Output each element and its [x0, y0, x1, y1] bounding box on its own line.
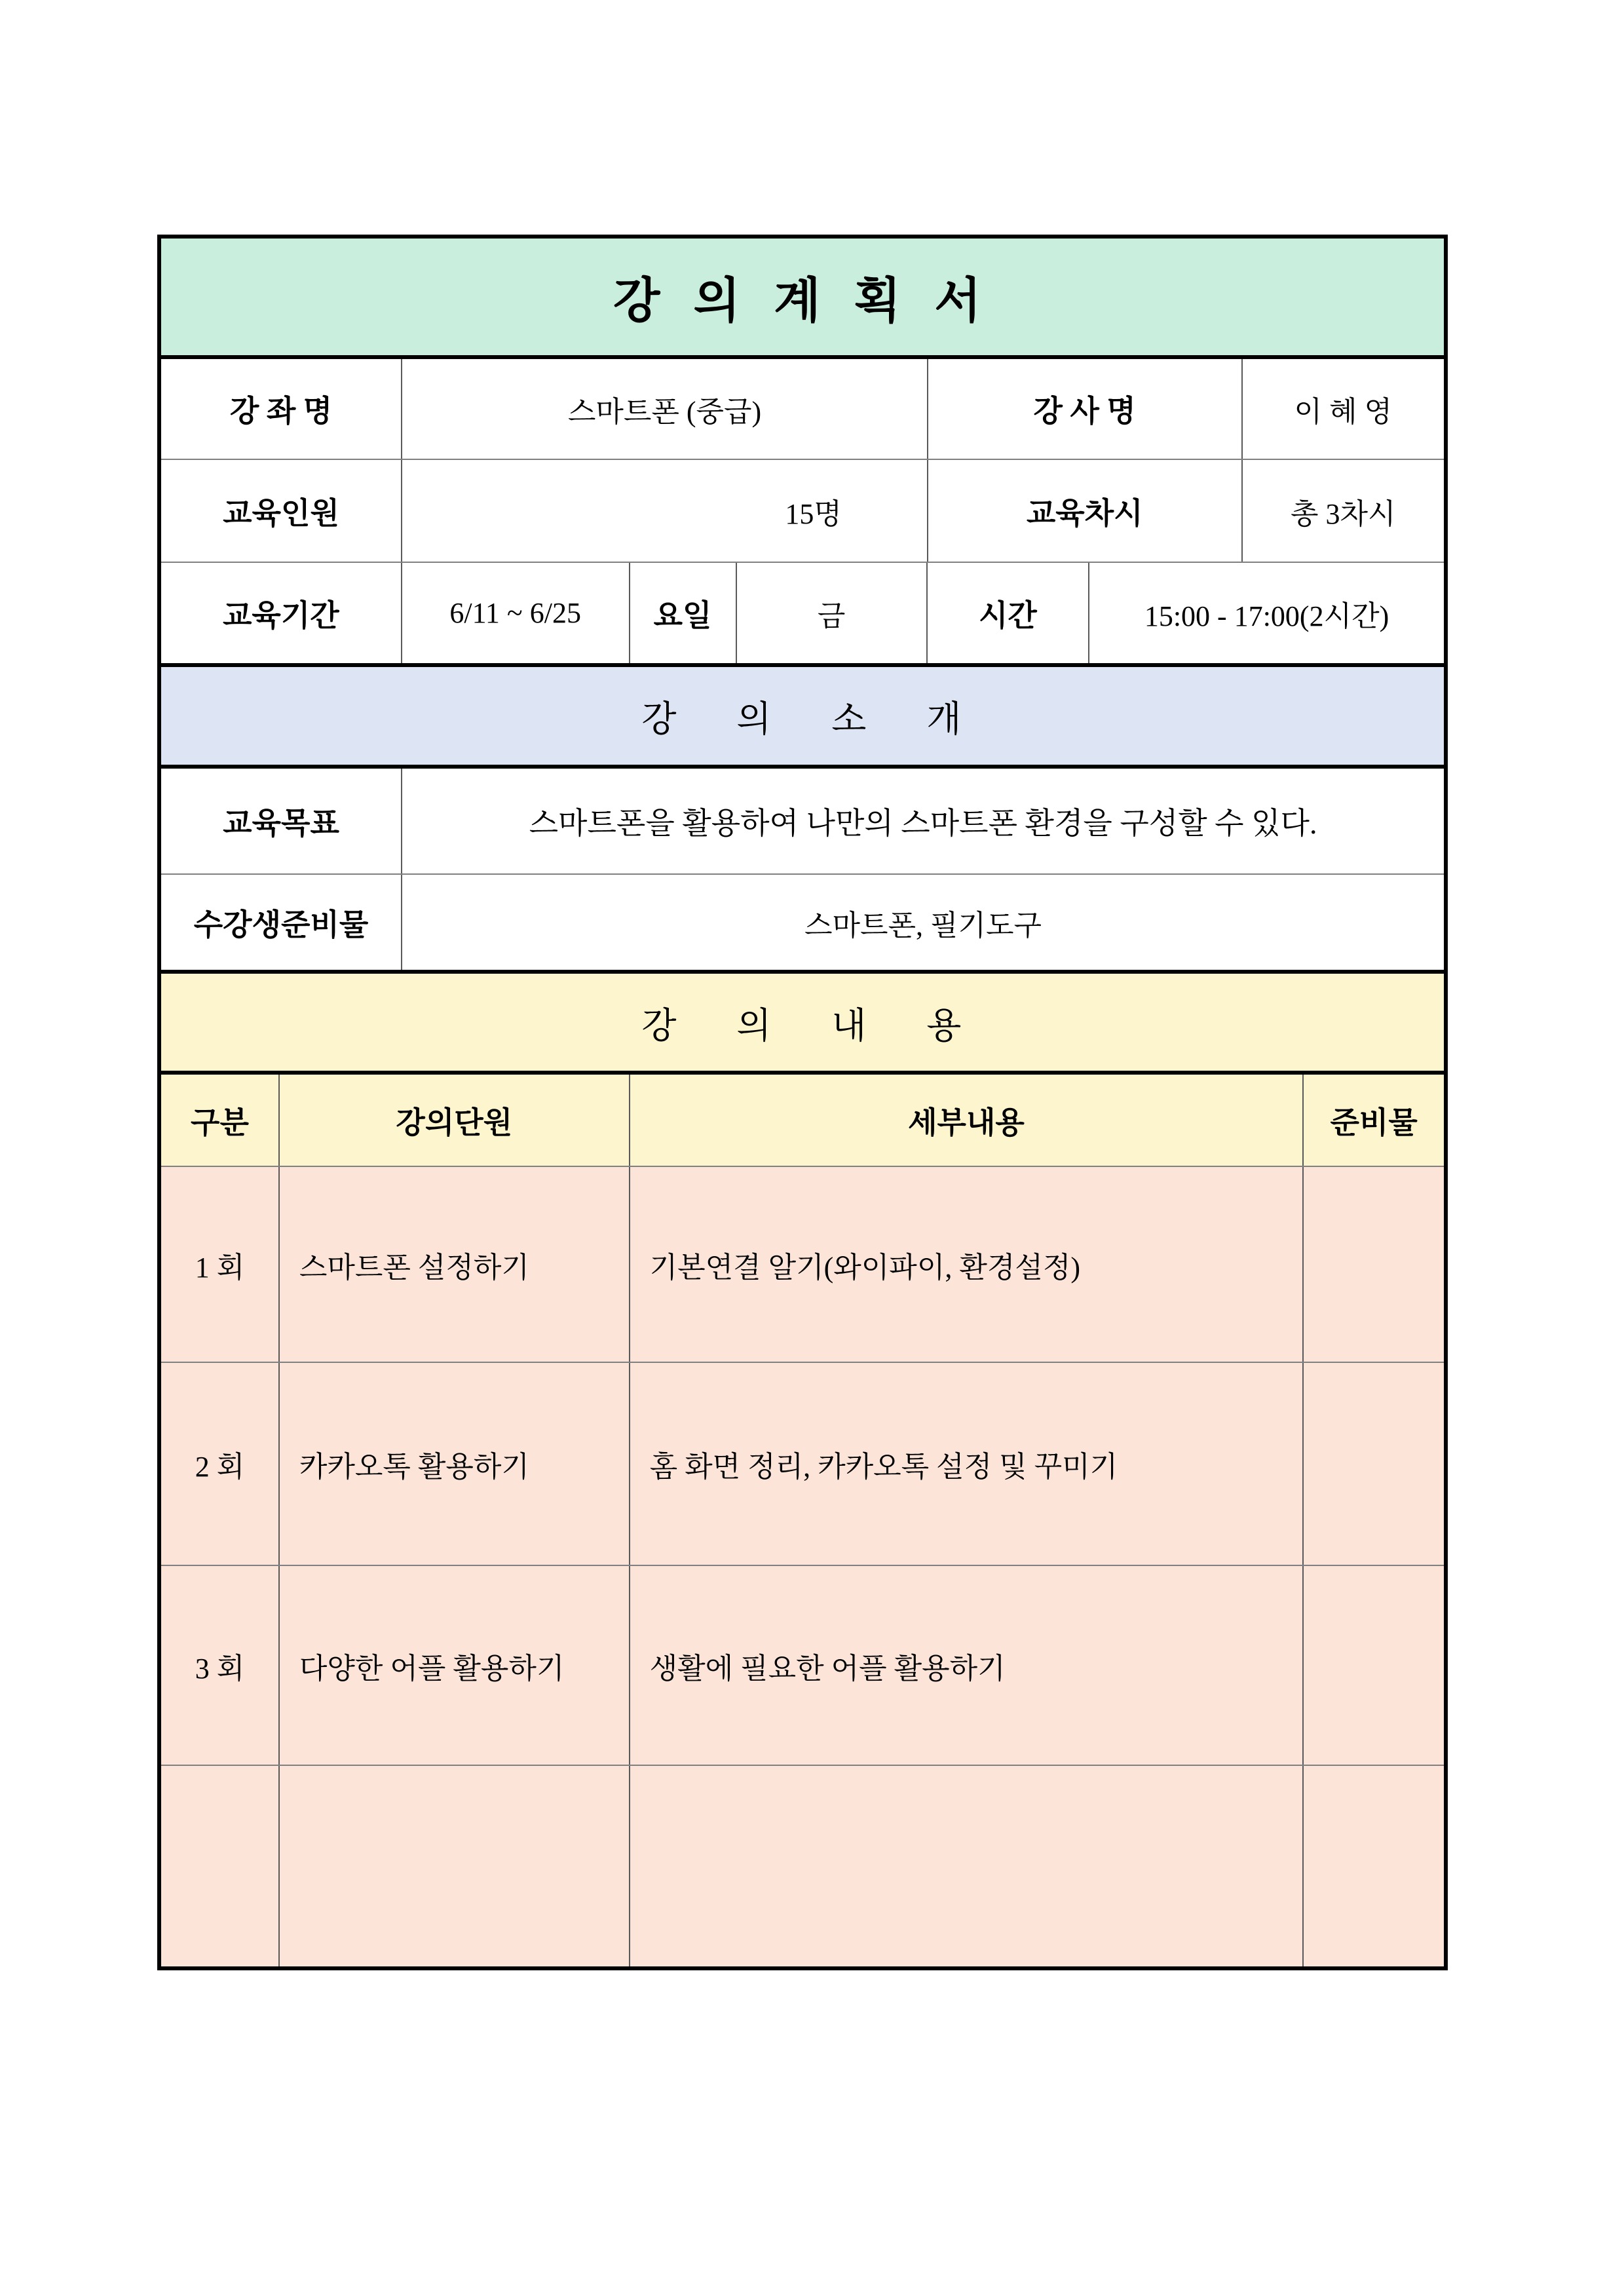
session-detail: [630, 1766, 1304, 1966]
materials-row: [161, 875, 1444, 974]
session-materials: [1304, 1566, 1444, 1765]
goal-value: 스마트폰을 활용하여 나만의 스마트폰 환경을 구성할 수 있다.: [529, 807, 1317, 840]
materials-value: 스마트폰, 필기도구: [804, 909, 1042, 942]
session-unit: 스마트폰 설정하기: [280, 1167, 630, 1362]
session-unit: 다양한 어플 활용하기: [280, 1566, 630, 1765]
lecture-plan-table: [157, 235, 1448, 1970]
sessions-label: 교육차시: [928, 460, 1243, 562]
time-value: 15:00 - 17:00(2시간): [1144, 600, 1389, 632]
session-materials: [1304, 1766, 1444, 1966]
intro-section-title: 강 의 소 개: [641, 699, 964, 739]
page-title: 강 의 계 획 서: [613, 275, 992, 328]
materials-label: 수강생준비물: [161, 875, 402, 970]
session-no: 3 회: [161, 1566, 280, 1765]
title-row: [161, 239, 1444, 359]
table-row: [161, 1363, 1444, 1566]
students-label: 교육인원: [161, 460, 402, 562]
instructor-label: 강 사 명: [928, 359, 1243, 459]
content-header-row: [161, 1075, 1444, 1167]
sessions-value: 총 3차시: [1291, 497, 1396, 530]
table-row: [161, 1766, 1444, 1966]
session-detail: 생활에 필요한 어플 활용하기: [630, 1566, 1304, 1765]
period-label: 교육기간: [161, 563, 402, 663]
col-header-unit: 강의단원: [280, 1075, 630, 1166]
period-value: 6/11 ~ 6/25: [402, 563, 630, 663]
goal-row: [161, 769, 1444, 875]
content-section-row: [161, 974, 1444, 1075]
day-label: 요일: [630, 563, 737, 663]
table-row: [161, 1566, 1444, 1766]
session-detail: 홈 화면 정리, 카카오톡 설정 및 꾸미기: [630, 1363, 1304, 1565]
session-unit: 카카오톡 활용하기: [280, 1363, 630, 1565]
content-section-title: 강 의 내 용: [641, 1005, 964, 1046]
col-header-detail: 세부내용: [630, 1075, 1304, 1166]
goal-label: 교육목표: [161, 769, 402, 873]
time-label: 시간: [928, 563, 1089, 663]
intro-section-row: [161, 667, 1444, 769]
course-name-label: 강 좌 명: [161, 359, 402, 459]
session-materials: [1304, 1363, 1444, 1565]
session-no: 2 회: [161, 1363, 280, 1565]
session-materials: [1304, 1167, 1444, 1362]
table-row: [161, 1167, 1444, 1363]
course-row: [161, 359, 1444, 460]
instructor-value: 이 혜 영: [1294, 396, 1393, 428]
col-header-no: 구분: [161, 1075, 280, 1166]
day-value: 금: [737, 563, 928, 663]
session-no: [161, 1766, 280, 1966]
session-unit: [280, 1766, 630, 1966]
session-detail: 기본연결 알기(와이파이, 환경설정): [630, 1167, 1304, 1362]
period-row: [161, 563, 1444, 667]
course-name-value: 스마트폰 (중급): [402, 359, 928, 459]
col-header-materials: 준비물: [1330, 1105, 1418, 1139]
session-no: 1 회: [161, 1167, 280, 1362]
students-value: 15명: [402, 460, 928, 562]
students-row: [161, 460, 1444, 563]
